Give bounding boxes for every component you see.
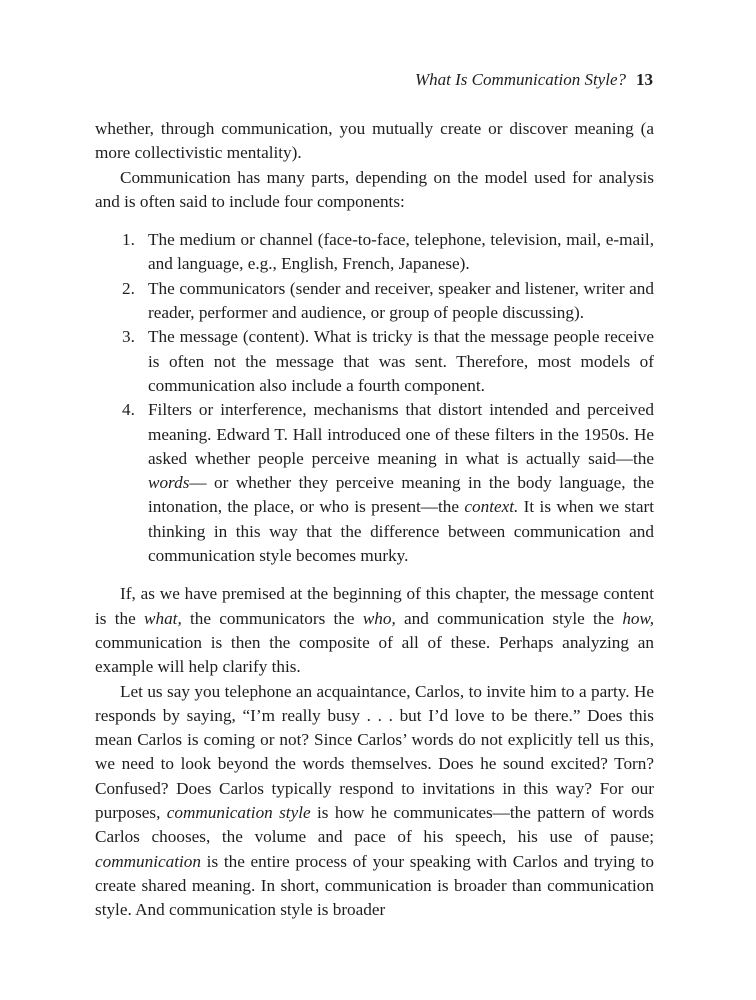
emphasis-what: what, [144,608,182,628]
list-item-text: — or whether they perceive meaning in the body language, the intonation, the place, or who is present—the [148,473,654,517]
list-number: 2. [122,278,135,298]
list-item-text: Filters or interference, mechanisms that distort intended and perceived meaning. Edward T. Hall introduced one of these filters in the 1950s. He asked whether people perceive meaning in what is actually said—the [148,400,654,468]
paragraph-components-intro: Communication has many parts, depending on the model used for analysis and is often said to include four components: [95,167,654,211]
components-list [95,228,654,568]
text-run: Let us say you telephone an acquaintance, Carlos, to invite him to a party. He responds by saying, “I’m really busy . . . but I’d love to be there.” Does this mean Carlos is coming or not? Since Carlos’ words do not explicitly tell us this, we need to look beyond the words themselves. Does he sound excited? Torn? Confused? Does Carlos typically respond to invitations in this way? For our purposes, [95,681,654,823]
list-number: 3. [122,327,135,347]
list-item-filters [122,398,654,568]
chapter-title: What Is Communication Style? [414,70,626,89]
emphasis-context: context. [464,497,519,517]
emphasis-who: who, [362,608,396,628]
paragraph-carlos-example [95,680,654,923]
emphasis-communication-style: communication style [166,803,311,823]
list-item-text: It is when we start thinking in this way that the difference between communication and communication style becomes murky. [148,497,654,566]
emphasis-how: how, [622,608,654,628]
text-run: communication is then the composite of all of these. Perhaps analyzing an example will help clarify this. [95,632,654,677]
list-number: 4. [122,400,135,420]
text-run: the communicators the [181,608,363,628]
text-run: and communication style the [395,608,623,628]
paragraph-what-who-how [95,582,654,679]
emphasis-communication: communication [95,851,201,871]
text-run: is the entire process of your speaking with Carlos and trying to create shared meaning. In short, communication is broader than communication style. And communication style is broader [95,851,654,920]
list-item-medium [122,228,654,277]
paragraph-continued: whether, through communication, you mutually create or discover meaning (a more collectivistic mentality). [95,119,654,163]
list-item-message [122,325,654,398]
list-item-text: The message (content). What is tricky is that the message people receive is often not the message that was sent. Therefore, most models of communication also include a fourth component. [148,327,654,395]
body-text [95,117,654,923]
emphasis-words: words [148,473,190,493]
page-number: 13 [636,70,653,89]
list-number: 1. [122,230,135,250]
list-item-communicators [122,277,654,326]
text-run: If, as we have premised at the beginning of this chapter, the message content is the [95,584,654,628]
list-item-text: The communicators (sender and receiver, speaker and listener, writer and reader, performer and audience, or group of people discussing). [148,278,654,323]
text-run: is how he communicates—the pattern of words Carlos chooses, the volume and pace of his speech, his use of pause; [95,803,655,847]
list-item-text: The medium or channel (face-to-face, telephone, television, mail, e-mail, and language, e.g., English, French, Japanese). [148,230,654,274]
running-head [415,70,653,90]
